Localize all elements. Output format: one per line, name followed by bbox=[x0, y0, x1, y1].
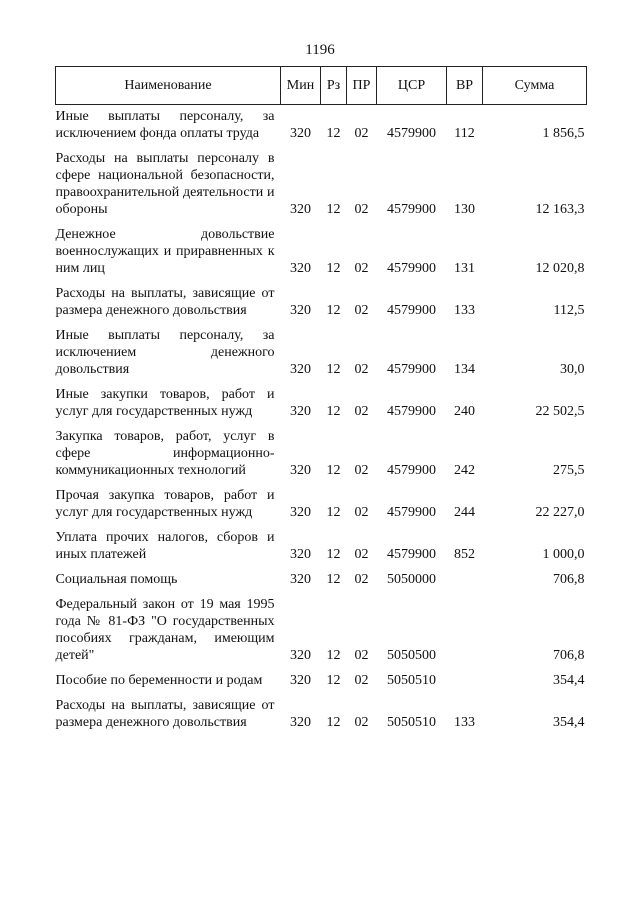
row-min: 320 bbox=[290, 126, 311, 141]
row-pr: 02 bbox=[354, 547, 369, 562]
row-sum: 12 020,8 bbox=[535, 261, 585, 276]
row-name: Иные выплаты персоналу, за исключением денежного довольствия bbox=[55, 328, 275, 377]
row-min: 320 bbox=[290, 303, 311, 318]
row-rz: 12 bbox=[326, 261, 341, 276]
row-name: Иные закупки товаров, работ и услуг для государственных нужд bbox=[55, 387, 275, 419]
row-vr: 240 bbox=[454, 404, 475, 419]
row-pr: 02 bbox=[354, 126, 369, 141]
row-pr: 02 bbox=[354, 648, 369, 663]
row-name: Расходы на выплаты, зависящие от размера денежного довольствия bbox=[55, 698, 275, 730]
row-name: Иные выплаты персоналу, за исключением фонда оплаты труда bbox=[55, 109, 275, 141]
row-csr: 5050000 bbox=[387, 572, 436, 587]
row-vr: 134 bbox=[454, 362, 475, 377]
row-pr: 02 bbox=[354, 673, 369, 688]
header-rz: Рз bbox=[321, 67, 347, 105]
row-name: Социальная помощь bbox=[55, 572, 178, 587]
row-min: 320 bbox=[290, 715, 311, 730]
row-rz: 12 bbox=[326, 547, 341, 562]
row-rz: 12 bbox=[326, 673, 341, 688]
row-min: 320 bbox=[290, 648, 311, 663]
row-name: Федеральный закон от 19 мая 1995 года № 81-ФЗ "О государственных пособиях гражданам, имеющим детей" bbox=[55, 597, 275, 663]
row-name: Расходы на выплаты, зависящие от размера денежного довольствия bbox=[55, 286, 275, 318]
row-min: 320 bbox=[290, 261, 311, 276]
row-sum: 706,8 bbox=[553, 572, 585, 587]
row-csr: 4579900 bbox=[387, 261, 436, 276]
row-rz: 12 bbox=[326, 303, 341, 318]
row-name: Прочая закупка товаров, работ и услуг для государственных нужд bbox=[55, 488, 275, 520]
row-sum: 112,5 bbox=[553, 303, 585, 318]
row-sum: 354,4 bbox=[553, 673, 585, 688]
row-csr: 4579900 bbox=[387, 404, 436, 419]
row-sum: 1 000,0 bbox=[542, 547, 585, 562]
row-vr: 133 bbox=[454, 303, 475, 318]
row-vr: 242 bbox=[454, 463, 475, 478]
row-rz: 12 bbox=[326, 202, 341, 217]
row-vr: 852 bbox=[454, 547, 475, 562]
row-vr bbox=[447, 567, 483, 592]
header-csr: ЦСР bbox=[377, 67, 447, 105]
table-body bbox=[56, 105, 587, 736]
header-min: Мин bbox=[281, 67, 321, 105]
table-row bbox=[56, 281, 587, 323]
row-vr: 112 bbox=[454, 126, 475, 141]
row-vr bbox=[447, 592, 483, 668]
table-row bbox=[56, 483, 587, 525]
row-name: Денежное довольствие военнослужащих и приравненных к ним лиц bbox=[55, 227, 275, 276]
row-pr: 02 bbox=[354, 261, 369, 276]
row-sum: 12 163,3 bbox=[535, 202, 585, 217]
row-rz: 12 bbox=[326, 126, 341, 141]
row-vr: 131 bbox=[454, 261, 475, 276]
row-name: Пособие по беременности и родам bbox=[55, 673, 263, 688]
row-sum: 706,8 bbox=[553, 648, 585, 663]
row-pr: 02 bbox=[354, 572, 369, 587]
row-csr: 4579900 bbox=[387, 505, 436, 520]
row-sum: 275,5 bbox=[553, 463, 585, 478]
row-pr: 02 bbox=[354, 362, 369, 377]
table-row bbox=[56, 525, 587, 567]
page-number: 1196 bbox=[305, 42, 335, 58]
row-csr: 4579900 bbox=[387, 126, 436, 141]
row-min: 320 bbox=[290, 673, 311, 688]
row-min: 320 bbox=[290, 572, 311, 587]
row-vr: 244 bbox=[454, 505, 475, 520]
row-sum: 1 856,5 bbox=[542, 126, 585, 141]
table-row bbox=[56, 382, 587, 424]
table-row bbox=[56, 146, 587, 222]
row-min: 320 bbox=[290, 505, 311, 520]
budget-table bbox=[55, 66, 587, 735]
row-rz: 12 bbox=[326, 505, 341, 520]
table-row bbox=[56, 105, 587, 147]
table-row bbox=[56, 424, 587, 483]
header-vr: ВР bbox=[447, 67, 483, 105]
row-pr: 02 bbox=[354, 404, 369, 419]
row-pr: 02 bbox=[354, 505, 369, 520]
row-name: Расходы на выплаты персоналу в сфере национальной безопасности, правоохранительной деятельности и обороны bbox=[55, 151, 275, 217]
header-pr: ПР bbox=[347, 67, 377, 105]
row-sum: 22 502,5 bbox=[535, 404, 585, 419]
table-row bbox=[56, 323, 587, 382]
row-sum: 354,4 bbox=[553, 715, 585, 730]
row-rz: 12 bbox=[326, 362, 341, 377]
table-row bbox=[56, 567, 587, 592]
row-rz: 12 bbox=[326, 463, 341, 478]
row-rz: 12 bbox=[326, 648, 341, 663]
table-row bbox=[56, 668, 587, 693]
row-pr: 02 bbox=[354, 303, 369, 318]
row-name: Уплата прочих налогов, сборов и иных платежей bbox=[55, 530, 275, 562]
row-min: 320 bbox=[290, 202, 311, 217]
row-csr: 4579900 bbox=[387, 547, 436, 562]
row-csr: 4579900 bbox=[387, 202, 436, 217]
header-row bbox=[56, 67, 587, 105]
row-rz: 12 bbox=[326, 404, 341, 419]
row-min: 320 bbox=[290, 463, 311, 478]
row-pr: 02 bbox=[354, 715, 369, 730]
row-csr: 4579900 bbox=[387, 303, 436, 318]
row-csr: 5050510 bbox=[387, 673, 436, 688]
row-sum: 22 227,0 bbox=[535, 505, 585, 520]
row-name: Закупка товаров, работ, услуг в сфере информационно-коммуникационных технологий bbox=[55, 429, 275, 478]
row-min: 320 bbox=[290, 547, 311, 562]
row-vr: 130 bbox=[454, 202, 475, 217]
row-sum: 30,0 bbox=[560, 362, 585, 377]
row-rz: 12 bbox=[326, 572, 341, 587]
header-name: Наименование bbox=[56, 67, 281, 105]
row-pr: 02 bbox=[354, 463, 369, 478]
table-row bbox=[56, 693, 587, 735]
row-csr: 5050510 bbox=[387, 715, 436, 730]
header-sum: Сумма bbox=[483, 67, 587, 105]
row-vr: 133 bbox=[454, 715, 475, 730]
row-pr: 02 bbox=[354, 202, 369, 217]
row-vr bbox=[447, 668, 483, 693]
row-csr: 4579900 bbox=[387, 463, 436, 478]
row-min: 320 bbox=[290, 404, 311, 419]
table-row bbox=[56, 222, 587, 281]
table-row bbox=[56, 592, 587, 668]
row-csr: 4579900 bbox=[387, 362, 436, 377]
row-rz: 12 bbox=[326, 715, 341, 730]
row-csr: 5050500 bbox=[387, 648, 436, 663]
row-min: 320 bbox=[290, 362, 311, 377]
